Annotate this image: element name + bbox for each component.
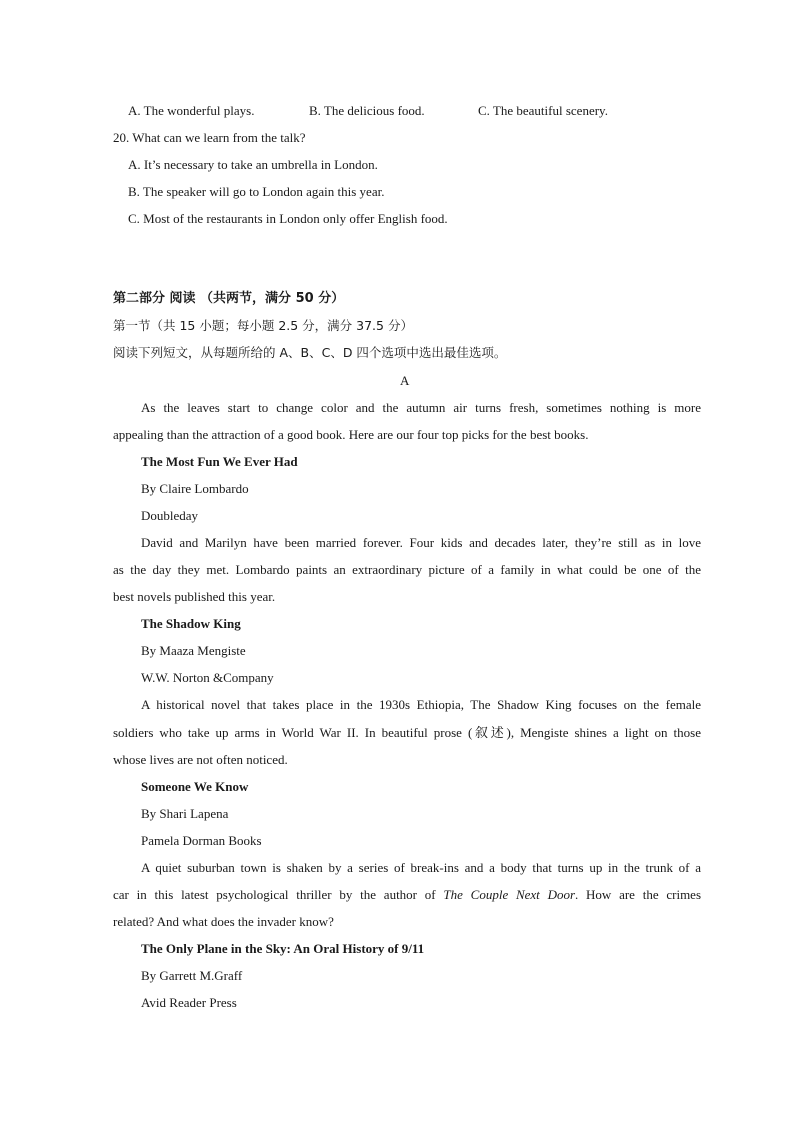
book-author: By Garrett M.Graff <box>141 968 243 983</box>
desc-text: car in this latest psychological thriller by the author of <box>113 887 436 902</box>
q19-option-c[interactable]: C. The beautiful scenery. <box>478 103 608 118</box>
book-desc-line: soldiers who take up arms in World War II. In beautiful prose (叙述), Mengiste shines a light on those <box>113 725 701 740</box>
book-publisher: Avid Reader Press <box>141 995 237 1010</box>
book-desc-line: David and Marilyn have been married forever. Four kids and decades later, they’re still as in love <box>141 535 701 550</box>
book-author: By Claire Lombardo <box>141 481 249 496</box>
book-author: By Shari Lapena <box>141 806 229 821</box>
book-reference: The Couple Next Door <box>443 887 576 902</box>
intro-line-1: As the leaves start to change color and the autumn air turns fresh, sometimes nothing is more <box>141 400 701 415</box>
section1-title: 第一节（共 15 小题；每小题 2.5 分，满分 37.5 分） <box>113 318 413 333</box>
book-desc-line: A historical novel that takes place in the 1930s Ethiopia, The Shadow King focuses on the female <box>141 697 701 712</box>
book-title: Someone We Know <box>141 779 249 794</box>
desc-text: . How are the crimes <box>575 887 702 902</box>
q20-option-a[interactable]: A. It’s necessary to take an umbrella in London. <box>128 157 378 172</box>
book-publisher: W.W. Norton &Company <box>141 670 274 685</box>
book-author: By Maaza Mengiste <box>141 643 246 658</box>
book-publisher: Pamela Dorman Books <box>141 833 262 848</box>
passage-label: A <box>400 373 410 388</box>
book-title: The Most Fun We Ever Had <box>141 454 298 469</box>
q20-stem: 20. What can we learn from the talk? <box>113 130 306 145</box>
book-desc-line: A quiet suburban town is shaken by a series of break-ins and a body that turns up in the trunk of a <box>141 860 701 875</box>
reading-instruction: 阅读下列短文，从每题所给的 A、B、C、D 四个选项中选出最佳选项。 <box>113 345 507 360</box>
q19-option-b[interactable]: B. The delicious food. <box>309 103 425 118</box>
q20-option-b[interactable]: B. The speaker will go to London again this year. <box>128 184 385 199</box>
book-title: The Only Plane in the Sky: An Oral History of 9/11 <box>141 941 425 956</box>
book-desc-line: as the day they met. Lombardo paints an extraordinary picture of a family in what could be one of the <box>113 562 701 577</box>
intro-line-2: appealing than the attraction of a good book. Here are our four top picks for the best books. <box>113 427 589 442</box>
q19-option-a[interactable]: A. The wonderful plays. <box>128 103 255 118</box>
book-desc-line: whose lives are not often noticed. <box>113 752 288 767</box>
book-publisher: Doubleday <box>141 508 199 523</box>
book-title: The Shadow King <box>141 616 241 631</box>
part2-title: 第二部分 阅读 （共两节，满分 50 分） <box>113 291 345 306</box>
q20-option-c[interactable]: C. Most of the restaurants in London only offer English food. <box>128 211 448 226</box>
book-desc-line: best novels published this year. <box>113 589 276 604</box>
book-desc-line: related? And what does the invader know? <box>113 914 334 929</box>
book-desc-line-mixed <box>113 887 701 903</box>
